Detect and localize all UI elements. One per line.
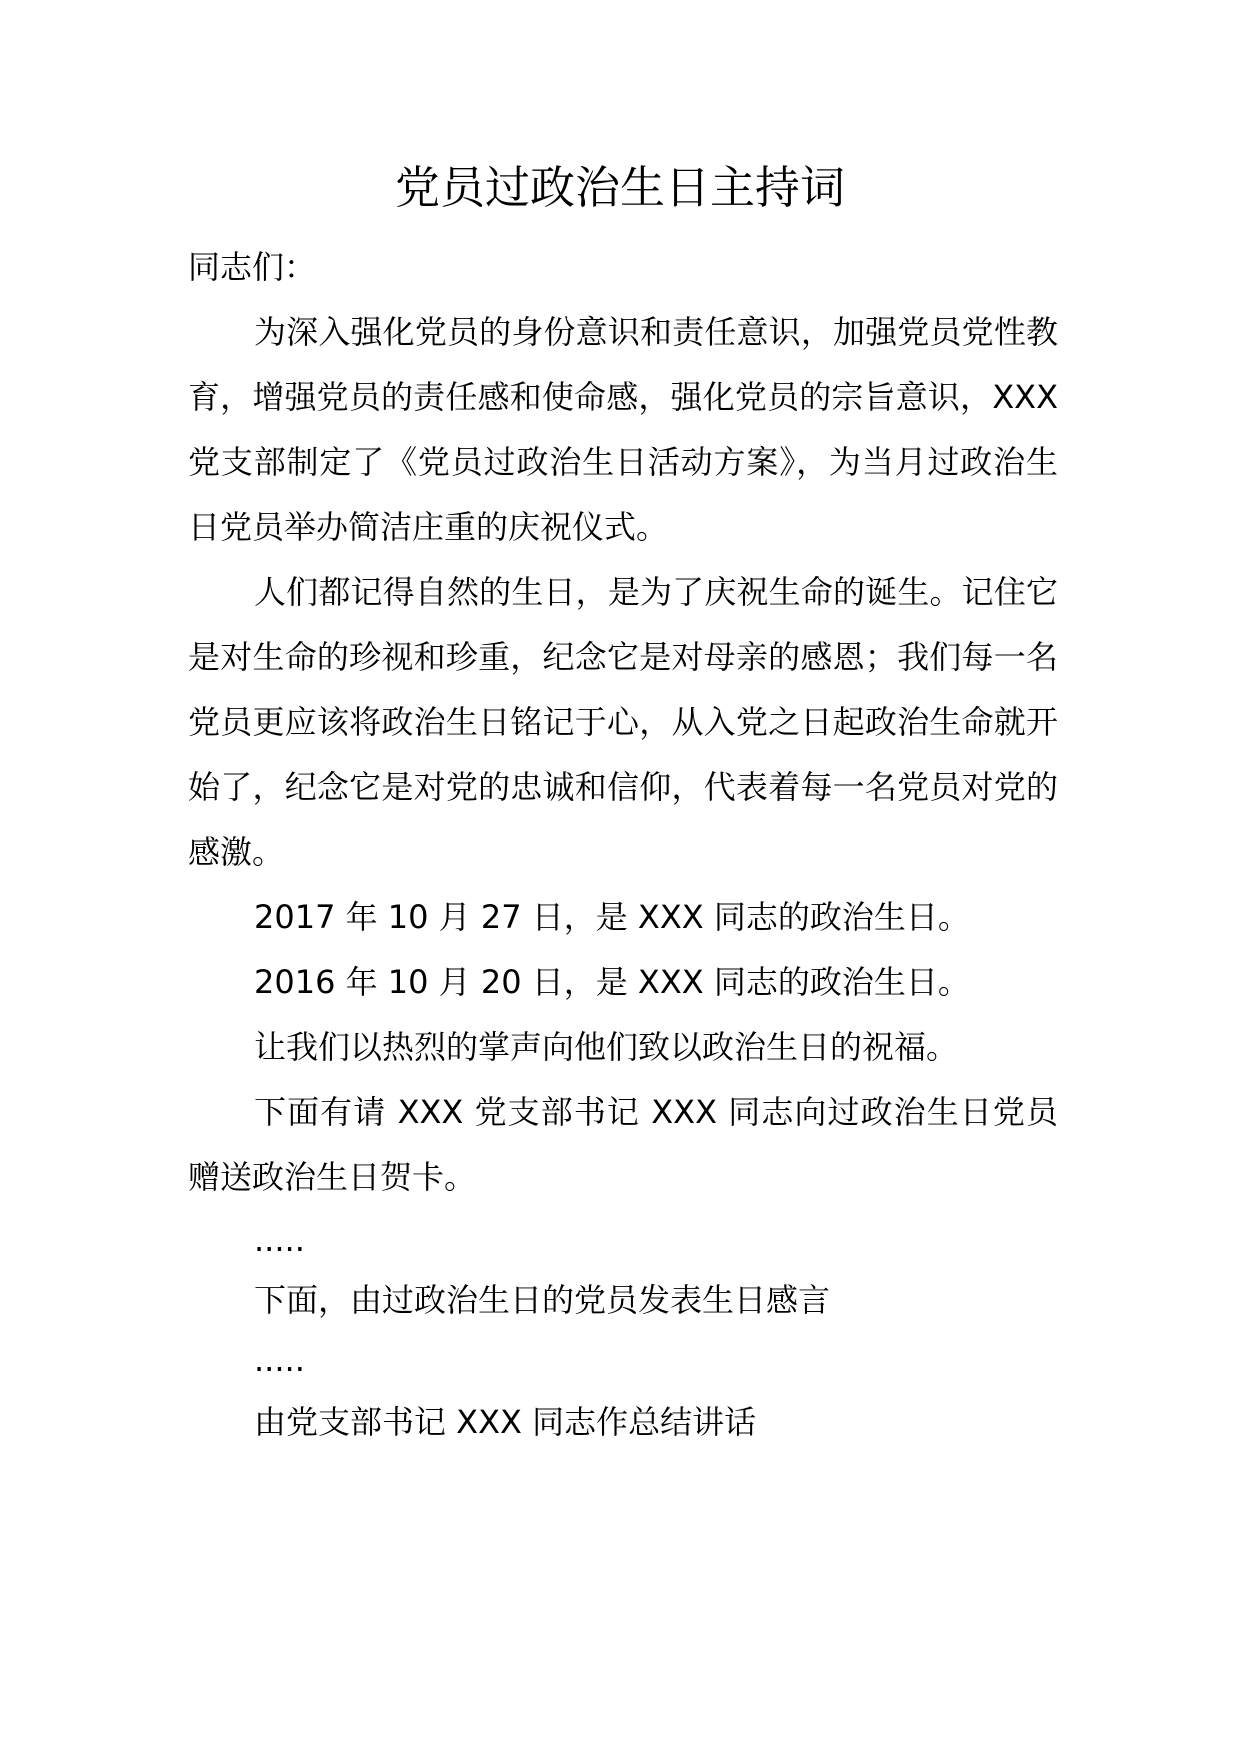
paragraph-summary: 由党支部书记 XXX 同志作总结讲话 (254, 1403, 757, 1441)
paragraph-date-1: 2017 年 10 月 27 日，是 XXX 同志的政治生日。 (254, 898, 970, 936)
paragraph-applause: 让我们以热烈的掌声向他们致以政治生日的祝福。 (254, 1028, 959, 1066)
salutation: 同志们： (188, 248, 317, 286)
ellipsis-2: ..... (254, 1341, 305, 1379)
paragraph-greeting-card: 下面有请 XXX 党支部书记 XXX 同志向过政治生日党员赠送政治生日贺卡。 (188, 1093, 1058, 1196)
document-title: 党员过政治生日主持词 (394, 161, 845, 214)
ellipsis-1: ..... (254, 1221, 305, 1259)
paragraph-speech: 下面，由过政治生日的党员发表生日感言 (254, 1281, 831, 1319)
paragraph-meaning: 人们都记得自然的生日，是为了庆祝生命的诞生。记住它是对生命的珍视和珍重，纪念它是对母亲的感恩；我们每一名党员更应该将政治生日铭记于心，从入党之日起政治生命就开始了，纪念它是对党的忠诚和信仰，代表着每一名党员对党的感激。 (188, 573, 1058, 871)
document-body (188, 235, 1058, 1455)
paragraph-date-2: 2016 年 10 月 20 日，是 XXX 同志的政治生日。 (254, 963, 970, 1001)
paragraph-purpose: 为深入强化党员的身份意识和责任意识，加强党员党性教育，增强党员的责任感和使命感，强化党员的宗旨意识，XXX 党支部制定了《党员过政治生日活动方案》，为当月过政治生日党员举办简洁庄重的庆祝仪式。 (188, 313, 1058, 546)
